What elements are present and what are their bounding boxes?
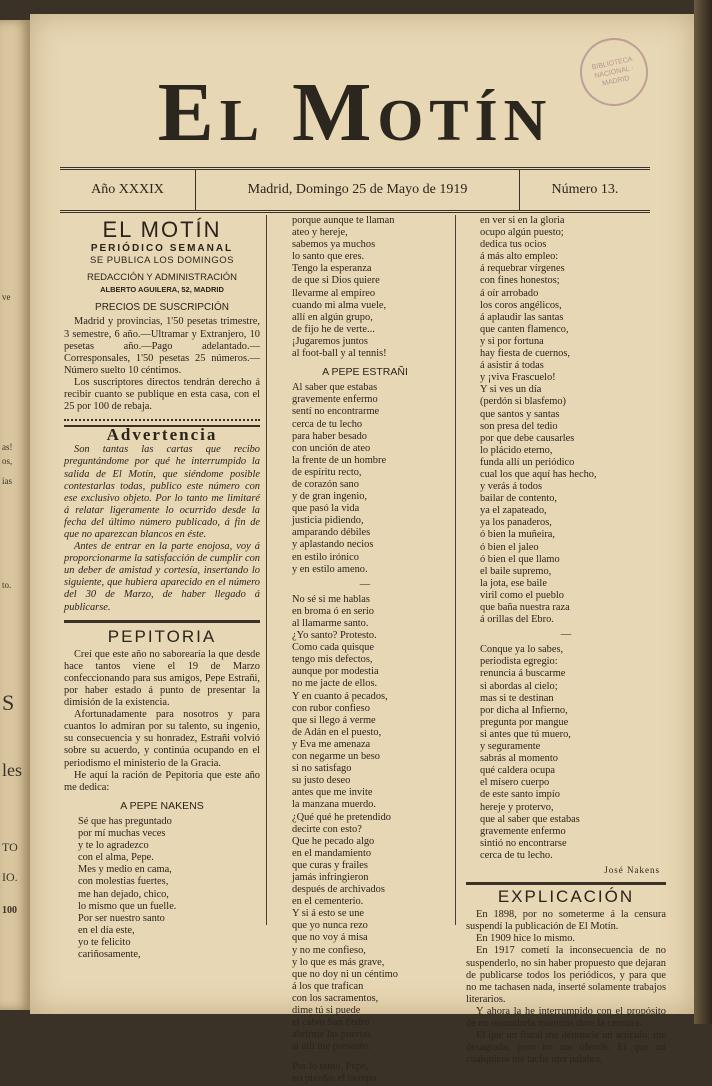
- explanation-paragraph: En 1917 cometí la inconsecuencia de no suspenderlo, no sin haber propuesto que dejaran de publicarse todos los periódicos, y para que no me tachasen nada, inserté solamente trabajos literarios.: [466, 945, 666, 1005]
- poem-verse: Sé que has preguntado por mí muchas veces y te lo agradezco con el alma, Pepe. Mes y medio en cama, con molestias fuertes, me han dejado, chico, lo mismo que un fuelle. Por ser nuestro santo en el día este, yo te felicito cariñosamente,: [78, 815, 177, 960]
- masthead-title: El Motín: [157, 66, 553, 159]
- explanation-heading: EXPLICACIÓN: [497, 887, 635, 907]
- pepitoria-heading: PEPITORIA: [107, 626, 217, 646]
- poem-verse: No sé si me hablas en broma ó en serio al llamarme santo. ¿Yo santo? Protesto. Como cada quisque tengo mis defectos, aunque por modestia no me jacte de ellos. Y en cuanto á pecados, con rubor confieso que si llego á verme de Adán en el puesto, y Eva me amenaza con negarme un beso si no satisfago su justo deseo antes que me invite la manzana muerdo. ¿Qué qué he pretendido decirte con esto? Que he pecado algo en el mandamiento que curas y frailes jamás infringieron después de archivados en el cementerio. Y si á esto se une que yo nunca rezo que no voy á misa y no me confieso, y lo que es más grave, que no doy ni un céntimo á los que trafican con los sacramentos, dime tú si puede el calvo San Pedro abrirme las puertas si allí me presento.: [292, 593, 398, 1053]
- edge-fragment: les: [2, 760, 22, 780]
- issue-number: Número 13.: [551, 182, 619, 197]
- explanation-paragraph: Y ahora la he interrumpido con el propósito de no reanudarla mientras dure la censura.: [466, 1005, 666, 1029]
- edge-fragment: TO: [2, 840, 18, 854]
- edge-fragment: os,: [2, 456, 13, 466]
- poem-verse: en ver si en la gloria ocupo algún puesto; dedica tus ocios á más alto empleo: á requebrar vírgenes con fines honestos; á oír arrobado los coros angélicos, á aplaudir las santas que canten flamenco, y si por fortuna hay fiesta de cuernos, á asistir á todas y ¡viva Frascuelo! Y si ves un día (perdón si blasfemo) que santos y santas son presa del tedio por que debe causarles lo plácido eterno, funda allí un periódico cual los que aquí has hecho, y verás á todos bailar de contento, ya el zapateado, ya los panaderos, ó bien la muñeira, ó bien el jaleo ó bien el que llamo el baile supremo, la jota, ese baile viril como el pueblo que baña nuestra raza á orillas del Ebro.: [480, 215, 597, 626]
- poem-verse: porque aunque te llaman ateo y hereje, sabemos ya muchos lo santo que eres. Tengo la esperanza de que si Dios quiere llevarme al empíreo cuando mi alma vuele, allí en algún grupo, de fijo he de verte... ¡Jugaremos juntos al foot-ball y al tennis!: [292, 215, 395, 360]
- column-rule: [266, 215, 267, 925]
- facing-page-edge: [0, 20, 30, 1010]
- explanation-paragraph: En 1909 hice lo mismo.: [476, 933, 575, 945]
- admin-heading: REDACCIÓN Y ADMINISTRACIÓN: [86, 272, 238, 284]
- poem-verse: Por lo tanto, Pepe, no pierdas el tiempo: [292, 1061, 377, 1085]
- paper-title: EL MOTÍN: [102, 217, 222, 242]
- column-2: [286, 215, 444, 1086]
- admin-address: ALBERTO AGUILERA, 52, MADRID: [100, 285, 224, 295]
- column-rule: [455, 215, 456, 925]
- edge-fragment: S: [2, 690, 15, 715]
- advert-paragraph: Son tantas las cartas que recibo preguntándome por qué he interrumpido la salida de El Motín, que siéndome posible contestarlas todas, publico este número con ese exclusivo objeto. Por lo tanto me limitaré á relatar ligeramente lo ocurrido desde la fecha del último número publicado, á fin de que no aparezcan blancos en éste.: [64, 444, 260, 540]
- pepitoria-paragraph: Afortunadamente para nosotros y para cuantos lo admiran por su talento, su ingenio, su consecuencia y su honradez, Estrañi volvió sobre su acuerdo, y continúa ocupando en el periodismo el ministerio de la Gracia.: [64, 709, 260, 769]
- advert-paragraph: Antes de entrar en la parte enojosa, voy á proporcionarme la satisfacción de cumplir con un deber de amistad y cortesía, insertando lo siguiente, que hubiera aparecido en el número del 30 de Marzo, de haber llegado á publicarse.: [64, 541, 260, 613]
- poem-heading: A PEPE NAKENS: [120, 799, 204, 812]
- explanation-paragraph: En 1898, por no someterme á la censura suspendí la publicación de El Motín.: [466, 909, 666, 933]
- separator: —: [359, 578, 371, 590]
- poem-verse: Al saber que estabas gravemente enfermo sentí no encontrarme cerca de tu lecho para haber besado con unción de ateo la frente de un hombre de espíritu recto, de corazón sano y de gran ingenio, que pasó la vida justicia pidiendo, amparando débiles y aplastando necios en estilo irónico y en estilo ameno.: [292, 382, 387, 575]
- column-3: [466, 215, 666, 1066]
- issue-year: Año XXXIX: [60, 170, 196, 210]
- prices-text: Madrid y provincias, 1'50 pesetas trimestre, 3 semestre, 6 año.—Ultramar y Extranjero, 10 pesetas año.—Pago adelantado.—Corresponsales, 1'50 pesetas 25 números.—Número suelto 10 céntimos.: [64, 316, 260, 376]
- edge-fragment: to.: [2, 580, 12, 590]
- column-1: [64, 215, 260, 961]
- edge-fragment: ias: [2, 476, 12, 486]
- divider: [466, 882, 666, 885]
- library-stamp: BIBLIOTECA NACIONAL · MADRID: [574, 32, 655, 113]
- dateline: [60, 167, 650, 213]
- prices-heading: PRECIOS DE SUSCRIPCIÓN: [95, 302, 229, 314]
- paper-schedule: SE PUBLICA LOS DOMINGOS: [89, 255, 234, 267]
- explanation-paragraph: El que un fiscal me denuncie un artículo, me desagrada, pero no me ofende. El que un cualquiera me tache una palabra,: [466, 1030, 666, 1066]
- issue-date: Madrid, Domingo 25 de Mayo de 1919: [196, 170, 520, 210]
- pepitoria-paragraph: He aquí la ración de Pepitoria que este año me dedica:: [64, 769, 260, 793]
- binding-shadow: [694, 0, 712, 1024]
- author-signature: José Nakens: [604, 864, 660, 875]
- advert-heading: Advertencia: [64, 425, 260, 441]
- edge-fragment: IO.: [2, 870, 18, 884]
- separator: —: [560, 629, 572, 641]
- subscribers-note: Los suscriptores directos tendrán derecho á recibir cuanto se publique en esta casa, con el 25 por 100 de rebaja.: [64, 376, 260, 413]
- poem-verse: Conque ya lo sabes, periodista egregio: renuncia á buscarme si abordas al cielo; mas si te destinan por dicha al Infierno, pregunta por mangue si antes que tú muero, y seguramente sabrás al momento qué caldera ocupa el mísero cuerpo de este santo impío hereje y protervo, que al saber que estabas gravemente enfermo sintió no encontrarse cerca de tu lecho.: [480, 644, 580, 861]
- pepitoria-paragraph: Creí que este año no saborearía la que desde hace tantos viene el 19 de Marzo confeccionando para sus amigos, Pepe Estrañi, por haber estado á punto de presentar la dimisión de la existencia.: [64, 648, 260, 709]
- edge-fragment: ve: [2, 292, 11, 302]
- divider: [64, 620, 260, 623]
- reply-heading: A PEPE ESTRAÑI: [322, 366, 408, 379]
- paper-subtitle: PERIÓDICO SEMANAL: [90, 243, 234, 254]
- edge-fragment: 100: [2, 905, 17, 916]
- edge-fragment: as!: [2, 442, 13, 452]
- divider: [64, 415, 260, 421]
